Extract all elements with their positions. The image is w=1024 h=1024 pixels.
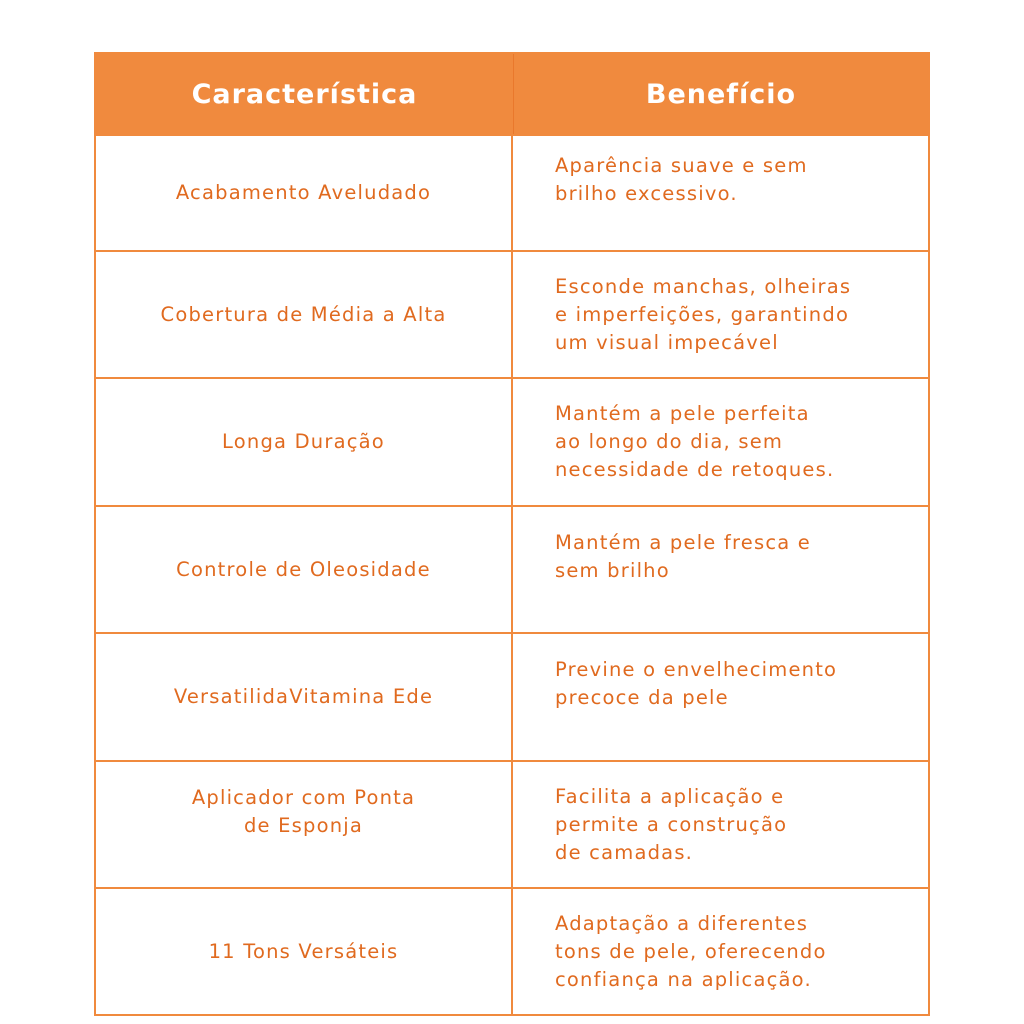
characteristic-cell: VersatilidaVitamina Ede [96, 634, 513, 760]
table-row [96, 760, 928, 887]
benefit-cell: Adaptação a diferentes tons de pele, oferecendo confiança na aplicação. [555, 911, 827, 991]
characteristic-cell: Cobertura de Média a Alta [96, 252, 513, 377]
header-characteristic: Característica [96, 54, 514, 134]
benefit-cell: Previne o envelhecimento precoce da pele [555, 658, 838, 709]
table-row [96, 377, 928, 505]
benefit-cell: Mantém a pele fresca e sem brilho [555, 530, 811, 582]
benefit-cell: Esconde manchas, olheiras e imperfeições, garantindo um visual impecável [555, 274, 852, 354]
table-row [96, 250, 928, 377]
table-row [96, 632, 928, 760]
comparison-table [94, 52, 930, 1016]
header-benefit: Benefício [645, 78, 797, 110]
benefit-cell: Aparência suave e sem brilho excessivo. [555, 154, 808, 205]
table-row [96, 134, 928, 250]
table-row [96, 505, 928, 632]
characteristic-cell: Longa Duração [96, 379, 513, 505]
benefit-cell: Mantém a pele perfeita ao longo do dia, sem necessidade de retoques. [555, 402, 835, 481]
benefit-cell: Facilita a aplicação e permite a construção de camadas. [555, 784, 788, 864]
table-row [96, 887, 928, 1014]
table-header [96, 54, 928, 134]
characteristic-cell: Controle de Oleosidade [96, 507, 513, 632]
characteristic-cell: 11 Tons Versáteis [96, 889, 513, 1014]
characteristic-cell: Aplicador com Ponta de Esponja [96, 762, 513, 887]
characteristic-cell: Acabamento Aveludado [96, 136, 513, 250]
